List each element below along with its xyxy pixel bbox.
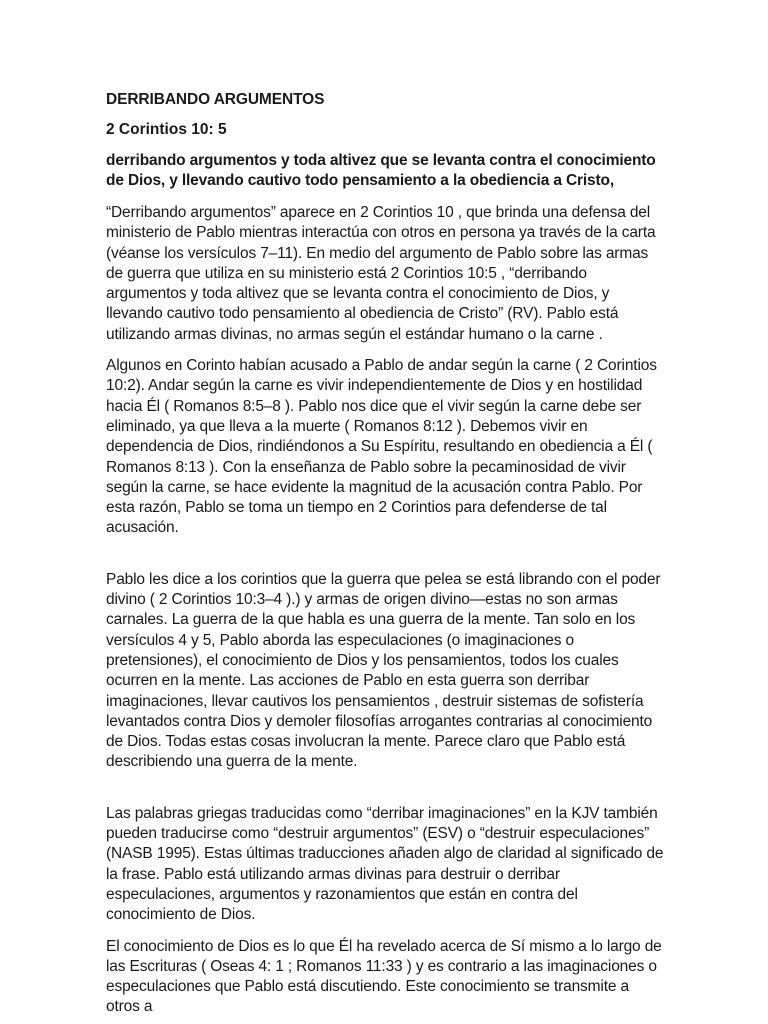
body-paragraph: Pablo les dice a los corintios que la guerra que pelea se está librando con el poder divino ( 2 Corintios 10:3–4 ).) y armas de origen divino—estas no son armas carnales. La guerra de la que habla es una guerra de la mente. Tan solo en los versículos 4 y 5, Pablo aborda las especulaciones (o imaginaciones o pretensiones), el conocimiento de Dios y los pensamientos, todos los cuales ocurren en la mente. Las acciones de Pablo en esta guerra son derribar imaginaciones, llevar cautivos los pensamientos , destruir sistemas de sofistería levantados contra Dios y demoler filosofías arrogantes contrarias al conocimiento de Dios. Todas estas cosas involucran la mente. Parece claro que Pablo está describiendo una guerra de la mente. <box>106 570 661 771</box>
body-paragraph: Algunos en Corinto habían acusado a Pablo de andar según la carne ( 2 Corintios 10:2). Andar según la carne es vivir independientemente de Dios y en hostilidad hacia Él ( Romanos 8:5–8 ). Pablo nos dice que el vivir según la carne debe ser eliminado, ya que lleva a la muerte ( Romanos 8:12 ). Debemos vivir en dependencia de Dios, rindiéndonos a Su Espíritu, resultando en obediencia a Él ( Romanos 8:13 ). Con la enseñanza de Pablo sobre la pecaminosidad de vivir según la carne, se hace evidente la magnitud de la acusación contra Pablo. Por esta razón, Pablo se toma un tiempo en 2 Corintios para defenderse de tal acusación. <box>106 357 657 537</box>
document-title: DERRIBANDO ARGUMENTOS <box>106 91 325 108</box>
scripture-verse: derribando argumentos y toda altivez que se levanta contra el conocimiento de Dios, y llevando cautivo todo pensamiento a la obediencia a Cristo, <box>106 152 656 189</box>
body-paragraph: El conocimiento de Dios es lo que Él ha revelado acerca de Sí mismo a lo largo de las Escrituras ( Oseas 4: 1 ; Romanos 11:33 ) y es contrario a las imaginaciones o especulaciones que Pablo está discutiendo. Este conocimiento se transmite a otros a <box>106 937 662 1016</box>
body-paragraph: “Derribando argumentos” aparece en 2 Corintios 10 , que brinda una defensa del ministerio de Pablo mientras interactúa con otros en persona ya través de la carta (véanse los versículos 7–11). En medio del argumento de Pablo sobre las armas de guerra que utiliza en su ministerio está 2 Corintios 10:5 , “derribando argumentos y toda altivez que se levanta contra el conocimiento de Dios, y llevando cautivo todo pensamiento al obediencia de Cristo” (RV). Pablo está utilizando armas divinas, no armas según el estándar humano o la carne . <box>106 204 656 343</box>
body-paragraph: Las palabras griegas traducidas como “derribar imaginaciones” en la KJV también pueden traducirse como “destruir argumentos” (ESV) o “destruir especulaciones” (NASB 1995). Estas últimas traducciones añaden algo de claridad al significado de la frase. Pablo está utilizando armas divinas para destruir o derribar especulaciones, argumentos y razonamientos que están en contra del conocimiento de Dios. <box>106 804 664 924</box>
document-page <box>106 90 666 1018</box>
scripture-reference: 2 Corintios 10: 5 <box>106 121 227 138</box>
